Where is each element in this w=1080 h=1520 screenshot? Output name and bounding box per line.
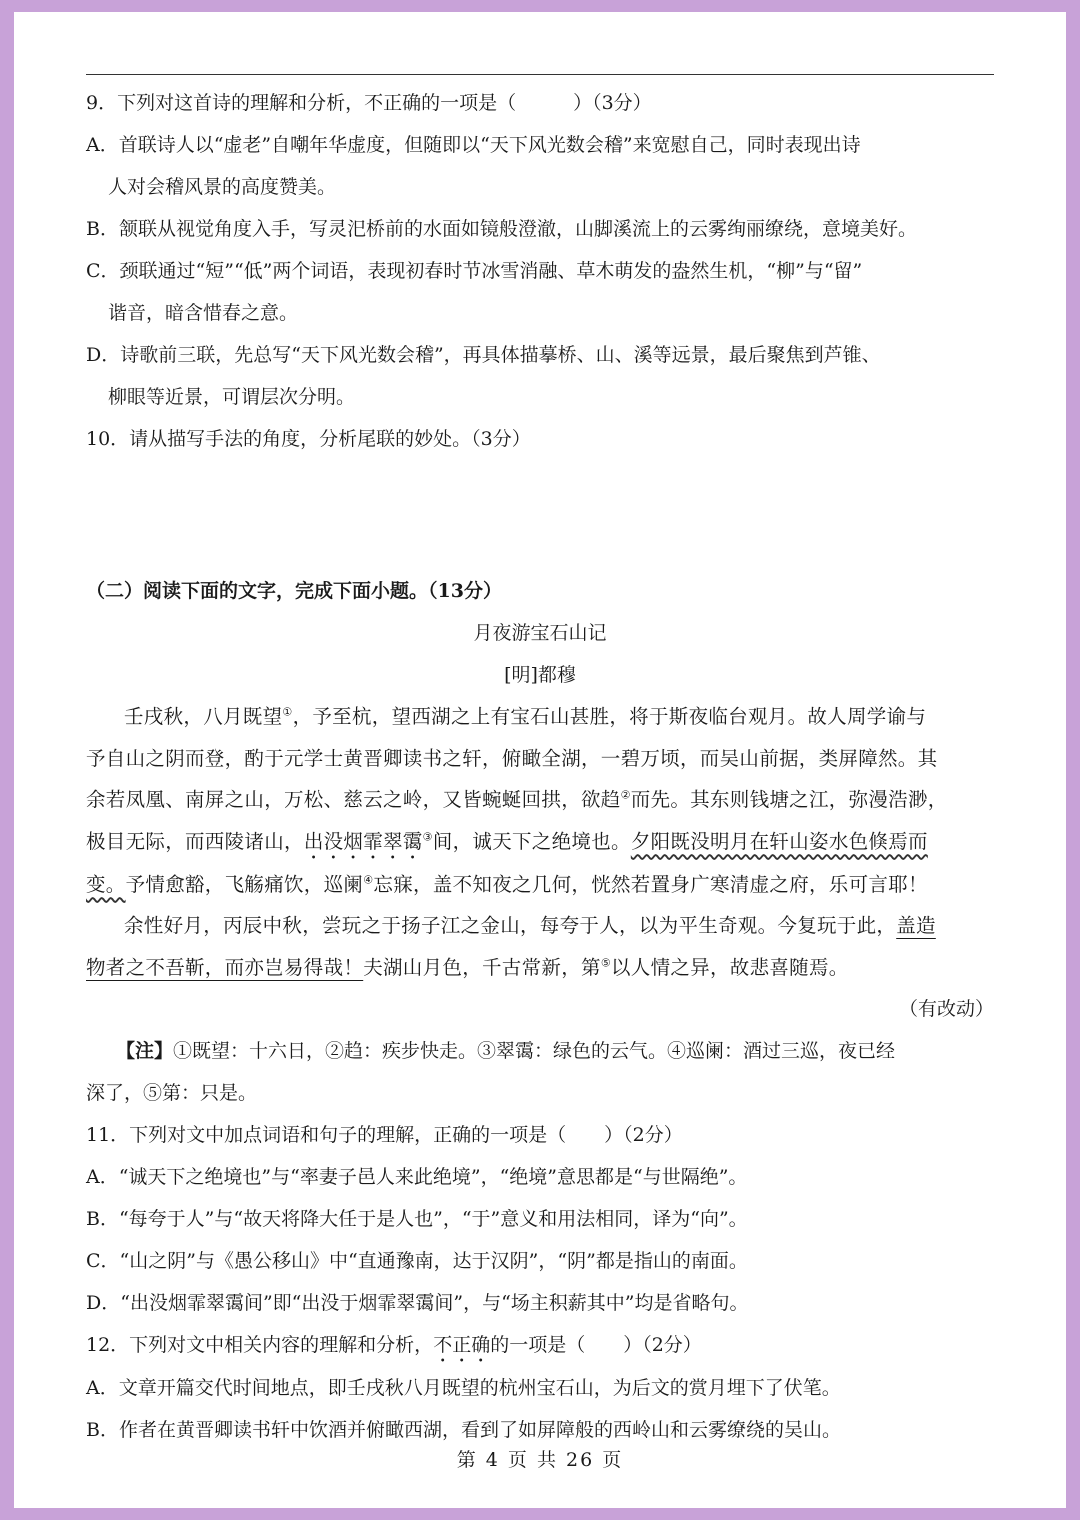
q11-option-b: B．“每夸于人”与“故天将降大任于是人也”，“于”意义和用法相同，译为“向”。 (86, 1208, 748, 1230)
q9-stem: 9．下列对这首诗的理解和分析，不正确的一项是（ ）（3分） (86, 92, 652, 114)
revised-note: （有改动） (898, 998, 994, 1020)
passage-title: 月夜游宝石山记 (473, 622, 607, 644)
passage-line: 余若凤凰、南屏之山，万松、慈云之岭，又皆蜿蜒回拱，欲趋②而先。其东则钱塘之江，弥漫浩渺， (86, 788, 948, 811)
q11-option-c: C．“山之阴”与《愚公移山》中“直通豫南，达于汉阴”，“阴”都是指山的南面。 (86, 1250, 748, 1272)
q11-option-d: D．“出没烟霏翠霭间”即“出没于烟霏翠霭间”，与“场主积薪其中”均是省略句。 (86, 1292, 749, 1314)
q9-option-c-line2: 谐音，暗含惜春之意。 (108, 302, 299, 324)
passage-line: 余性好月，丙辰中秋，尝玩之于扬子江之金山，每夸于人，以为平生奇观。今复玩于此，盖造 (124, 914, 936, 937)
q11-stem: 11．下列对文中加点词语和句子的理解，正确的一项是（ ）（2分） (86, 1124, 683, 1146)
passage-line: 予自山之阴而登，酌于元学士黄晋卿读书之轩，俯瞰全湖，一碧万顷，而吴山前据，类屏障然。其 (86, 746, 938, 770)
header-rule (86, 74, 994, 75)
page-content (86, 82, 994, 1451)
q9-option-b: B．颔联从视觉角度入手，写灵汜桥前的水面如镜般澄澈，山脚溪流上的云雾绚丽缭绕，意境美好。 (86, 218, 917, 240)
q12-option-a: A．文章开篇交代时间地点，即壬戌秋八月既望的杭州宝石山，为后文的赏月埋下了伏笔。 (86, 1377, 841, 1399)
answer-space (86, 460, 994, 570)
q10-stem: 10．请从描写手法的角度，分析尾联的妙处。（3分） (86, 428, 531, 450)
q11-option-a: A．“诚天下之绝境也”与“率妻子邑人来此绝境”，“绝境”意思都是“与世隔绝”。 (86, 1166, 748, 1188)
q9-option-c-line1: C．颈联通过“短”“低”两个词语，表现初春时节冰雪消融、草木萌发的盎然生机，“柳”与“留” (86, 260, 863, 282)
passage-author: [明]都穆 (504, 664, 576, 686)
passage-line: 物者之不吾靳，而亦岂易得哉！夫湖山月色，千古常新，第⑤以人情之异，故悲喜随焉。 (86, 955, 849, 979)
wavy-underlined-sentence: 夕阳既没明月在轩山姿水色倏焉而 (630, 829, 928, 853)
underlined-sentence: 盖造 (896, 914, 936, 937)
q9-option-a-line2: 人对会稽风景的高度赞美。 (108, 176, 337, 198)
passage-line: 极目无际，而西陵诸山，出没烟霏翠霭③间，诚天下之绝境也。夕阳既没明月在轩山姿水色倏焉而 (86, 829, 928, 853)
section-heading: （二）阅读下面的文字，完成下面小题。（13分） (86, 580, 502, 602)
passage-line: 变。予情愈豁，飞觞痛饮，巡阑④忘寐，盖不知夜之几何，恍然若置身广寒清虚之府，乐可言耶！ (86, 872, 928, 896)
dotted-phrase: 出没烟霏翠霭 (303, 829, 423, 853)
q12-stem: 12．下列对文中相关内容的理解和分析，不正确的一项是（ ）（2分） (86, 1334, 702, 1356)
exam-page (14, 12, 1066, 1508)
passage-body (86, 696, 994, 988)
q9-option-d-line2: 柳眼等近景，可谓层次分明。 (108, 386, 356, 408)
passage-line: 壬戌秋，八月既望①，予至杭，望西湖之上有宝石山甚胜，将于斯夜临台观月。故人周学谕与 (124, 705, 927, 728)
q9-option-d-line1: D．诗歌前三联，先总写“天下风光数会稽”，再具体描摹桥、山、溪等远景，最后聚焦到芦锥、 (86, 344, 881, 366)
q12-option-b: B．作者在黄晋卿读书轩中饮酒并俯瞰西湖，看到了如屏障般的西岭山和云雾缭绕的吴山。 (86, 1419, 841, 1441)
notes-line2: 深了，⑤第：只是。 (86, 1082, 258, 1104)
notes-line1: 【注】①既望：十六日，②趋：疾步快走。③翠霭：绿色的云气。④巡阑：酒过三巡，夜已经 (116, 1040, 896, 1062)
dotted-emphasis: 不正确 (433, 1334, 491, 1356)
page-number: 第 4 页 共 26 页 (456, 1449, 624, 1471)
q9-option-a-line1: A．首联诗人以“虚老”自嘲年华虚度，但随即以“天下风光数会稽”来宽慰自己，同时表现出诗 (86, 134, 861, 156)
